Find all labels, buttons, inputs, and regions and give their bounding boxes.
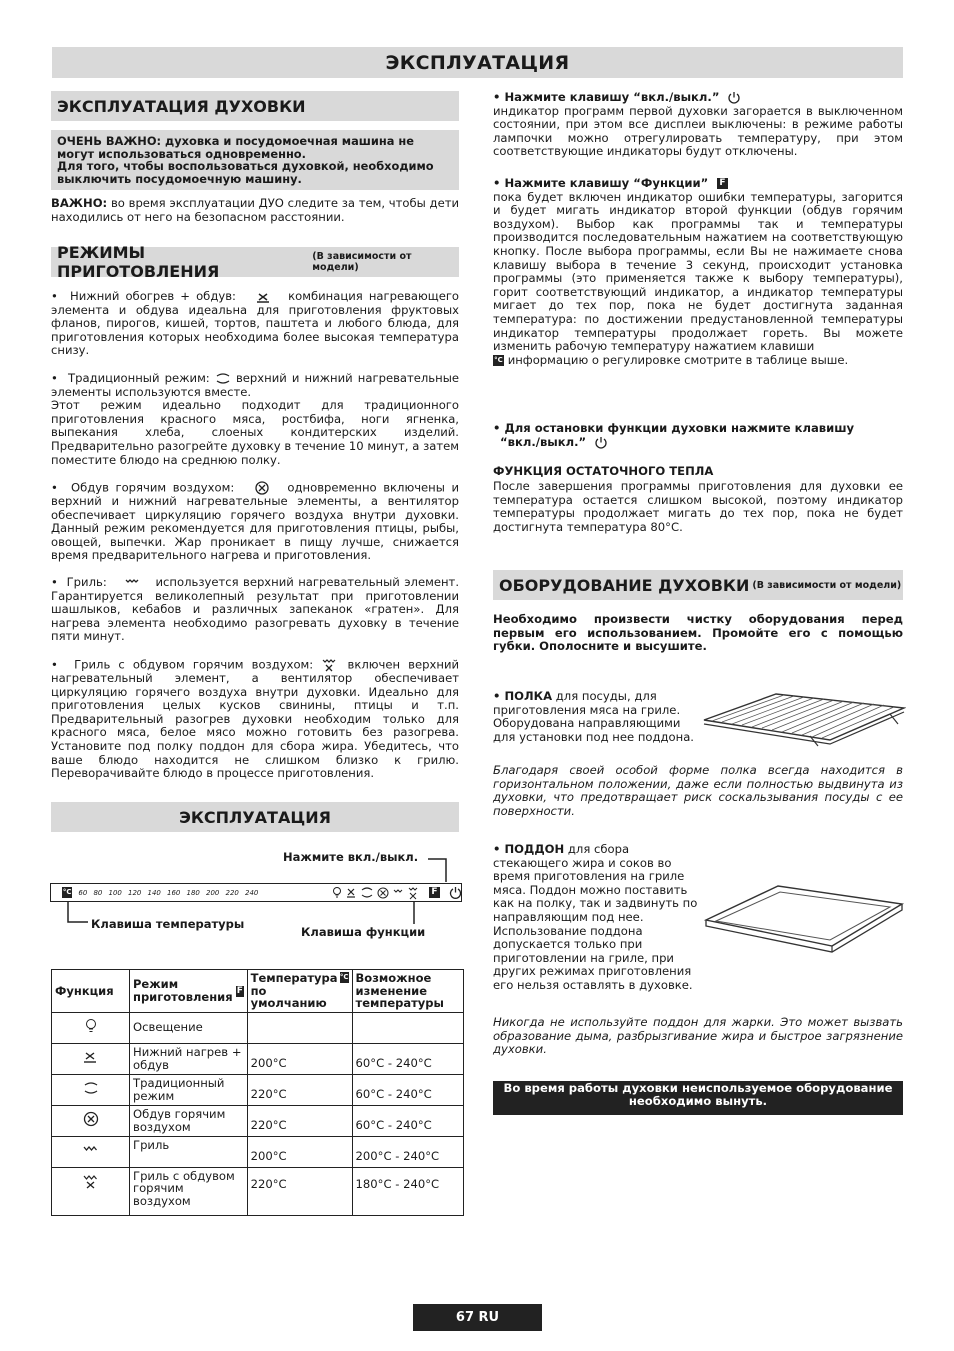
- table-row: [52, 1136, 464, 1167]
- temp-mark: 120: [128, 888, 142, 897]
- mode-grill: • Гриль: используется верхний нагревательный элемент. Гарантируется великолепный результат при приготовлении шашлыков, кебабов и различных запеканок «гратен». Для нагрева элемента необходимо разогревать духовку в течение пяти минут.: [51, 575, 459, 644]
- temp-mark: 100: [108, 888, 122, 897]
- mode-bottom-fan: • Нижний обогрев + обдув: комбинация нагревающего элемента и обдува идеальна для приготовления фруктовых фланов, пирогов, кишей, тортов, паштета и любого блюда, для приготовления которых необходима более высокая температура снизу.: [51, 289, 460, 358]
- temp-mark: 240: [245, 888, 259, 897]
- stop-paragraph: • Для остановки функции духовки нажмите клавишу “вкл./выкл.”: [493, 421, 855, 449]
- temp-mark: 200: [206, 888, 220, 897]
- onoff-callout-line: [428, 856, 450, 884]
- bottom-heat-fan-icon: [242, 291, 282, 303]
- header-function: Функция: [52, 970, 130, 1013]
- section-operation: ЭКСПЛУАТАЦИЯ: [51, 802, 459, 832]
- row-icon-cell: [52, 1012, 130, 1043]
- temp-mark: 80: [93, 888, 103, 897]
- temp-mark: 160: [167, 888, 181, 897]
- temp-mark: 140: [147, 888, 161, 897]
- temp-mark: 180: [186, 888, 200, 897]
- top-bottom-heat-icon: [83, 1081, 99, 1095]
- top-bottom-heat-icon: [215, 372, 231, 385]
- temperature-button-icon[interactable]: °C: [62, 888, 72, 896]
- power-icon: [727, 91, 741, 104]
- shelf-rack-illustration: [700, 688, 906, 750]
- temp-callout-line: [66, 902, 88, 926]
- mode-traditional: • Традиционный режим: верхний и нижний нагревательные элементы используются вместе. Этот режим идеально подходит для традиционного приготовления красного мяса, ростбифа, ноги ягненка, выпекания хлеба, слоеных кондитерских изделий. Предварительно разогрейте духовку в течение 10 минут, а затем поместите блюдо на среднюю полку.: [51, 371, 460, 467]
- residual-heat-title: ФУНКЦИЯ ОСТАТОЧНОГО ТЕПЛА: [493, 464, 714, 478]
- mode-cell: Гриль с обдувом горячим воздухом: [130, 1167, 248, 1215]
- mode-hot-air: • Обдув горячим воздухом: одновременно включены и верхний и нижний нагревательные элементы, а вентилятор обеспечивает циркуляцию горячего воздуха внутри духовки. Данный режим рекомендуется для приготовления птицы, рыбы, овощей, выпечки. Жар проникает в пищу лучше, снижается время предварительного нагрева и приготовления.: [51, 480, 460, 563]
- table-row: [52, 1043, 464, 1074]
- temperature-button-icon: °C: [494, 355, 503, 364]
- mode-cell: Освещение: [130, 1012, 248, 1043]
- function-button-icon[interactable]: F: [429, 887, 439, 898]
- row-icon-cell: [52, 1167, 130, 1215]
- very-important-box: [51, 130, 459, 190]
- table-row: [52, 1105, 464, 1136]
- very-important-line-2: могут использоваться одновременно.: [57, 146, 306, 161]
- shelf-note: Благодаря своей особой форме полка всегда находится в горизонтальном положении, даже если полностью выдвинута из духовки, что предотвращает риск соскальзывания посуды с ее поверхности.: [493, 763, 903, 818]
- very-important-line-1: ОЧЕНЬ ВАЖНО: духовка и посудомоечная машина не: [57, 134, 414, 148]
- row-icon-cell: [52, 1074, 130, 1105]
- hot-air-fan-icon: [83, 1111, 99, 1127]
- temperature-key-icon: °C: [339, 973, 349, 981]
- default-temp-cell: [247, 1012, 352, 1043]
- control-panel: [50, 883, 462, 902]
- range-cell: 60°C - 240°C: [352, 1043, 463, 1074]
- mode-cell: Традиционный режим: [130, 1074, 248, 1105]
- range-cell: 200°C - 240°C: [352, 1136, 463, 1167]
- residual-heat-text: После завершения программы приготовления для духовки ее температура остается слишком высокой, поэтому индикатор температуры продолжает мигать до тех пор, пока не будет достигнута температура 80°C.: [493, 479, 903, 534]
- function-callout-line: [408, 902, 420, 926]
- header-mode: Режим приготовления F: [130, 970, 248, 1013]
- drip-tray-illustration: [700, 880, 906, 958]
- function-icons-row: [331, 886, 426, 900]
- section-oven-equipment: ОБОРУДОВАНИЕ ДУХОВКИ (В зависимости от модели): [493, 570, 903, 600]
- mode-cell: Нижний нагрев + обдув: [130, 1043, 248, 1074]
- table-header-row: [52, 970, 464, 1013]
- range-cell: 180°C - 240°C: [352, 1167, 463, 1215]
- temperature-key-label: Клавиша температуры: [91, 917, 245, 931]
- press-onoff-label: Нажмите вкл./выкл.: [283, 850, 419, 864]
- shelf-paragraph: • ПОЛКА для посуды, для приготовления мяса на гриле. Оборудована направляющими для установки под нее поддона.: [493, 689, 694, 744]
- table-row: [52, 1167, 464, 1215]
- hot-air-fan-icon: [378, 888, 388, 898]
- table-row: [52, 1074, 464, 1105]
- mode-grill-fan: • Гриль с обдувом горячим воздухом: включен верхний нагревательный элемент, а вентилятор обеспечивает циркуляцию горячего воздуха внутри духовки. Идеально для приготовления целых кусков свинины, птицы и т.п. Предварительный разогрев духовки необходим только для красного мяса, белое мясо можно готовить без разогрева. Установите под полку поддон для сбора жира. Убедитесь, что ваше блюдо находится не слишком близко к грилю. Переворачивайте блюдо в процессе приготовления.: [51, 657, 460, 781]
- default-temp-cell: 220°C: [247, 1167, 352, 1215]
- tray-note: Никогда не используйте поддон для жарки. Это может вызвать образование дыма, разбрызгивание жира и быстрое загрязнение духовки.: [493, 1015, 903, 1057]
- grill-icon: [394, 890, 402, 892]
- press-function-paragraph: • Нажмите клавишу “Функции” F пока будет включен индикатор ошибки температуры, загорится и будет мигать индикатор второй функции (обдув горячим воздухом). Выбор как программы так и температуры производится последовательным нажатием на соответствующую кнопку. После выбора программы, если Вы не нажимаете снова клавишу выбора в течение 3 секунд, происходит установка программы (это применяется также к выбору температуры), горит соответствующий индикатор, а индикатор температуры мигает до тех пор, пока не будет достигнута заданная температура: по достижении предустановленной температуры индикатор температуры продолжает гореть. Вы можете изменить рабочую температуру нажатием клавиши °C информацию о регулировке смотрите в таблице выше.: [493, 176, 903, 367]
- bottom-heat-fan-icon: [83, 1050, 99, 1064]
- warning-box: Во время работы духовки неиспользуемое оборудование необходимо вынуть.: [493, 1081, 903, 1115]
- grill-fan-icon: [409, 888, 417, 899]
- table-row: [52, 1012, 464, 1043]
- temp-mark: 60: [78, 888, 88, 897]
- range-cell: 60°C - 240°C: [352, 1105, 463, 1136]
- default-temp-cell: 200°C: [247, 1136, 352, 1167]
- default-temp-cell: 220°C: [247, 1105, 352, 1136]
- tray-paragraph: • ПОДДОН для сбора стекающего жира и соков во время приготовления на гриле мяса. Поддон можно поставить как на полку, так и задвинуть по направляющим под нее. Использование поддона допускается только при приготовлении на гриле, при других режимах приготовления его нельзя оставлять в духовке.: [493, 842, 698, 992]
- grill-icon: [111, 577, 151, 589]
- function-button-icon: F: [717, 178, 728, 189]
- lamp-icon: [334, 887, 341, 897]
- section-cooking-modes: РЕЖИМЫ ПРИГОТОВЛЕНИЯ (В зависимости от модели): [51, 247, 459, 277]
- important-paragraph: ВАЖНО: во время эксплуатации ДУО следите за тем, чтобы дети находились от него на безопасном расстоянии.: [51, 196, 459, 224]
- power-icon[interactable]: [449, 886, 461, 899]
- very-important-line-4: выключить посудомоечную машину.: [57, 171, 302, 186]
- equipment-intro: Необходимо произвести чистку оборудования перед первым его использованием. Промойте его с помощью губки. Ополосните и высушите.: [493, 612, 903, 654]
- range-cell: 60°C - 240°C: [352, 1074, 463, 1105]
- mode-cell: Обдув горячим воздухом: [130, 1105, 248, 1136]
- function-key-icon: F: [236, 986, 243, 997]
- grill-icon: [83, 1144, 99, 1156]
- row-icon-cell: [52, 1105, 130, 1136]
- section-oven-operation: ЭКСПЛУАТАЦИЯ ДУХОВКИ: [51, 91, 459, 121]
- default-temp-cell: 220°C: [247, 1074, 352, 1105]
- bottom-heat-fan-icon: [347, 889, 355, 897]
- page-number: 67 RU: [413, 1304, 542, 1331]
- default-temp-cell: 200°C: [247, 1043, 352, 1074]
- lamp-icon: [84, 1018, 98, 1034]
- header-default-temp: Температура по умолчанию °C: [247, 970, 352, 1013]
- temp-mark: 220: [225, 888, 239, 897]
- row-icon-cell: [52, 1043, 130, 1074]
- row-icon-cell: [52, 1136, 130, 1167]
- page-title: ЭКСПЛУАТАЦИЯ: [52, 47, 903, 78]
- top-bottom-heat-icon: [362, 888, 372, 897]
- range-cell: [352, 1012, 463, 1043]
- hot-air-fan-icon: [241, 481, 281, 495]
- power-icon: [594, 436, 608, 449]
- grill-fan-icon: [321, 658, 339, 672]
- very-important-line-3: Для того, чтобы воспользоваться духовкой, необходимо: [57, 159, 434, 173]
- grill-fan-icon: [83, 1174, 99, 1190]
- press-onoff-paragraph: • Нажмите клавишу “вкл./выкл.” индикатор программ первой духовки загорается в выключенном состоянии, при этом все дисплеи выключены: в режиме работы лампочки можно отрегулировать температуру, при этом соответствующие индикаторы будут отключены.: [493, 90, 903, 159]
- mode-cell: Гриль: [130, 1136, 248, 1167]
- function-table: [51, 969, 464, 1216]
- header-temp-range: Возможное изменение температуры: [352, 970, 463, 1013]
- function-key-label: Клавиша функции: [301, 925, 426, 939]
